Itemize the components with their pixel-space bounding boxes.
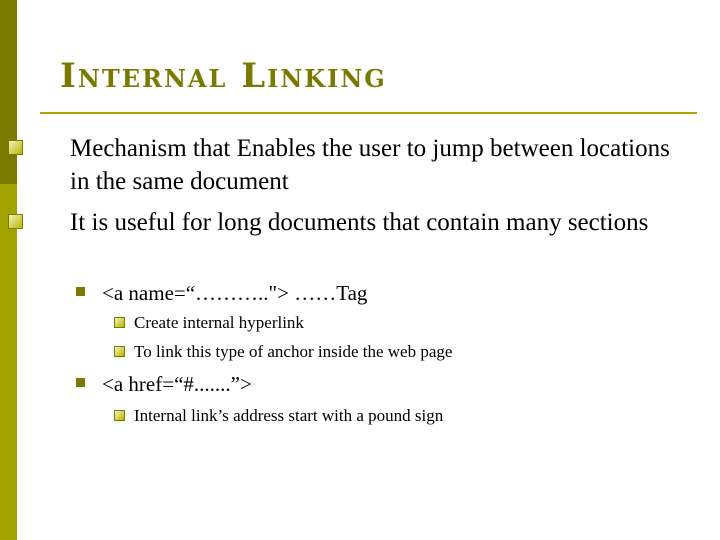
square-bullet-icon: [8, 140, 23, 155]
sub-sub-bullet-item: [134, 340, 654, 364]
sub-sub-bullet-text: Create internal hyperlink: [134, 313, 304, 332]
square-bullet-icon: [114, 317, 125, 328]
sub-sub-bullet-text: Internal link’s address start with a pound sign: [134, 406, 444, 425]
square-bullet-icon: [8, 214, 23, 229]
bullet-item: [70, 206, 670, 239]
filled-square-bullet-icon: [76, 287, 85, 296]
sub-bullet-text: <a href=“#.......”>: [102, 372, 252, 396]
slide-title: Internal Linking: [60, 56, 387, 96]
bullet-item: [70, 132, 670, 198]
sidebar-accent-bottom: [0, 184, 17, 540]
bullet-text: Mechanism that Enables the user to jump between locations in the same document: [70, 135, 670, 195]
sidebar-accent-top: [0, 0, 17, 184]
filled-square-bullet-icon: [76, 378, 85, 387]
sub-bullet-item: [102, 370, 662, 398]
sub-sub-bullet-item: [134, 311, 654, 335]
bullet-text: It is useful for long documents that contain many sections: [70, 209, 649, 236]
square-bullet-icon: [114, 346, 125, 357]
square-bullet-icon: [114, 410, 125, 421]
sub-bullet-text: <a name=“……….."> ……Tag: [102, 281, 368, 305]
sub-bullet-item: [102, 279, 662, 307]
title-divider: [40, 112, 697, 114]
sub-sub-bullet-text: To link this type of anchor inside the web page: [134, 342, 453, 361]
sub-sub-bullet-item: [134, 404, 654, 428]
